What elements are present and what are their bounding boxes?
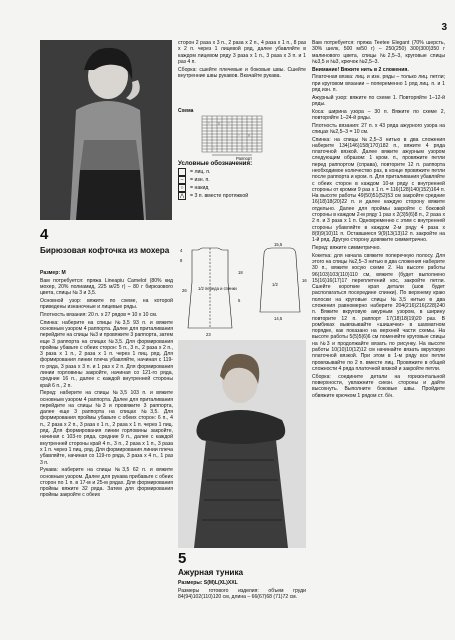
svg-text:○: ○ (238, 134, 240, 137)
back-text: Спинка: на спицы №2,5–3 нитью в два сложения наберите 134(146)158(170)182 п., вяжите 4 ряда платочной вязкой. Далее вяжите ажурным узором следующим образом: 1 кром. п., провяжите петли перед раппортом (справа), повторите 12 п. раппорта необходимое количество раз, в конце провяжите петли после раппорта и кром. п. Для приталивания убавляйте с обеих сторон в каждом 10-м ряду с внутренней стороны от кромки 9 раз х 1 п. = 116(128)140(152)164 п. На высоте работы 49(50)51(52)53 см закройте средние 16(18)18(20)22 п. и далее каждую сторону вяжите отдельно. Далее для проймы закройте с боковой стороны в каждом 2-м ряду 1 раз х 2(3)5(6)8 п., 2 раза х 2 п. и 3 раза х 1 п. Одновременно с этим с внутренней стороны убавляйте в каждом 2-м ряду 4 раза х 8(9)9(10)11 п. Оставшиеся 9(9)13(13)12 п. закройте на 1-й ряд. Другую сторону довяжите симметрично. (312, 136, 445, 244)
piece-label-front-back: 1/2 переда и спинки (198, 286, 237, 291)
project4-instructions (40, 270, 173, 500)
knit-stitch-icon (178, 168, 186, 176)
svg-text:–: – (243, 146, 245, 149)
project-title-4: Бирюзовая кофточка из мохера (40, 246, 170, 255)
yarn-over-icon: ○ (178, 184, 186, 192)
project-number-4: 4 (40, 226, 49, 243)
page-number: 3 (441, 22, 447, 33)
dim-15-5: 15,5 (274, 242, 283, 247)
sleeve-continuation-text: сторон 2 раза х 3 п., 2 раза х 2 п., 4 раза х 1 п., 8 раз х 2 п. через 1 лицевой ряд, далее убавляйте в каждом лицевом ряду 3 раза х 1 п., 3 раза х 3 п. и 1 раз 4 п. (178, 40, 306, 65)
piece-label-sleeve: 1/2 (272, 282, 278, 287)
project5-sizes (178, 580, 306, 602)
sizes-text: Размеры: S(M)L(XL)XXL (178, 580, 238, 586)
pattern-pieces (178, 242, 308, 338)
svg-text:○: ○ (208, 122, 210, 125)
openwork-tunic-photo (178, 340, 306, 548)
dim-18: 18 (238, 270, 243, 275)
project5-instructions (312, 40, 445, 400)
svg-text:⋀: ⋀ (218, 122, 221, 125)
dim-4: 4 (180, 248, 183, 253)
project-title-5: Ажурная туника (178, 568, 244, 577)
dim-23: 23 (206, 332, 211, 337)
assembly-text: Сборка: соедините детали на горизонтальной поверхности, увлажните сиезн. стороны и дайте высохнуть. Выполните боковые швы. Пройдите обвяжите крючком 1 рядом ст. б/н. (312, 373, 445, 399)
dim-26: 26 (182, 288, 187, 293)
dim-5: 5 (238, 298, 241, 303)
turquoise-top-photo (40, 40, 172, 220)
svg-text:○: ○ (228, 122, 230, 125)
middle-continuation (178, 40, 306, 81)
dim-16: 16 (302, 278, 307, 283)
back-text: Спинка: наберите на спицы №3,5 93 п. и вяжите основным узором 4 раппорта. Далее для приталивания перейдите на спицы №3 и провяжите 3 раппорта, затем еще 3 раппорта на спицах №3,5. Для формирования проймы убавьте с обеих сторон: 5 п., 3 п., 2 раза х 2 п., 3 раза х 1 п., 2 раза х 1 п. через 1 пиц. ряд. Для формирования линии плеча убавляйте, начиная с 119-го ряда, 3 раза х 3 п. и 1 раз х 2 п. Для формирования линии горловины закройте, начиная со 121-го ряда, средние 16 п., далее с каждой внутренней стороны край 6 п., 2 п. (40, 319, 173, 389)
yoke-text: Кокетка: для начала свяжите поперечную полосу. Для этого на спицы №2,5–3 нитью в два сложения наберите 30 п., вяжите косую схеме 2. На высоте работы 96(103)103(110)110 см, вяжите (будет выполнено 15(16)16(17)17 переплетений кос, закройте петли. Сшейте короткие края детали (шов будет располагаться посередине спинки). По верхнему краю полоски на круговые спицы №3,5 нитью в два сложения равномерно наберите 204(216)216(228)240 п. Вяжите вкруговую ажурным узором, в ширину повторите 12 п. раппорт 17(18)18(19)20 раз. В ромбиках вывязывайте «шишечки» в шахматном порядке, как показано на верхней части схемы. На высоте работы 5(5)5(6)6 см поменяйте круговые спицы на №3 и продолжайте вязать по рисунку. На высоте работы 10(10)10(12)12 см начинайте вязать вкруговую платочной вязкой. При этом в 1-м ряду все петли провязывайте по 2 п. вместе лиц. Провяжите в общей сложности 4 ряда платочной вязкой и закройте петли. (312, 252, 445, 372)
assembly-text: Сборка: сшейте плечевые и боковые швы. Сшейте внутренние швы рукавов. Вкачайте рукава. (178, 66, 306, 79)
legend (178, 160, 304, 200)
legend-item: = лиц. п. (178, 168, 304, 176)
dim-14-5: 14,5 (274, 316, 283, 321)
project-number-5: 5 (178, 550, 187, 567)
braid-text: Коса: ширина узора – 30 п. Вяжите по схеме 2, повторяйте 1–24-й ряды. (312, 108, 445, 121)
front-text: Перед: наберите на спицы №3,5 103 п. и вяжите основным узором 4 раппорта. Далее для приталивания перейдите на спицы №3 и провяжите 3 раппорта, далее еще 3 раппорта на спицах №3,5. Для формирования проймы убавьте с обеих сторон: 6 п., 4 п., 2 раза х 2 п., 3 раза х 1 п., 2 раза х 1 п. через 1 пиц. ряд. Для формирования линии горловины закройте, начиная с 103-го ряда, средние 9 п., далее с каждой внутренней стороны край 4 п., 3 п., 2 раза х 1 п., 3 раза х 1 п. через 1 пиц. ряд. Для формирования линии плеча убавляйте, начиная со 119-го ряда, 3 раза х 4 п., 1 раз 3 п. (40, 390, 173, 466)
dense-text: Платочная вязка: лиц. и изн. ряды – только лиц. петли; при круговом вязании – попеременно 1 ряд лиц. п. и 1 ряд изн. п. (312, 74, 445, 93)
rapport-label: Раппорт (236, 156, 253, 161)
materials-text: Вам потребуется: пряжа Teetee Elegant (70% шерсть, 30% шелк, 500 м/50 г) – 250(250) 300(300)350 г малинового цвета, спицы №2,5–3, круговые спицы №3,5 и №3, крючок №2,5–3. (312, 40, 445, 65)
materials-text: Вам потребуется: пряжа Lineapiu Camelot (80% кид мохер, 20% полиамид, 225 м/25 г) – 80 г бирюзового цвета, спицы № 3 и 3,5. (40, 277, 173, 297)
attention-text: Внимание! Вяжите нить в 2 сложения. (312, 66, 409, 73)
scheme-grid (196, 114, 322, 160)
legend-item: ○ = накид (178, 184, 304, 192)
main-pattern-text: Основной узор: вяжите по схеме, на которой приведены изнаночные и лицевые ряды. (40, 297, 173, 311)
sleeve-text: Рукава: наберите на спицы №3,5 62 п. и вяжите основным узором. Далее для рукава прибавьте с обеих сторон по 1 п. в 17-м и 25-м рядах. Для формирования проймы вяжите 32 ряда. Затем для формирования проймы закройте с обеих (40, 467, 173, 499)
density-text: Плотность вязания: 27 п. х 43 ряда ажурного узора на спицах №2,5–3 = 10 см. (312, 122, 445, 135)
dim-8: 8 (180, 258, 183, 263)
legend-item: ⋀ = 3 п. вместе протяжкой (179, 192, 249, 199)
ready-sizes-text: Размеры готового изделия: объем груди 84(94)102(110)120 см, длина – 66(67)68 (71)72 см. (178, 587, 306, 600)
legend-title: Условные обозначения: (178, 160, 253, 167)
density-text: Плотность вязания: 20 п. х 27 рядов = 10 х 10 см. (40, 311, 158, 318)
size-text: Размер: M (40, 270, 66, 276)
svg-text:–: – (213, 146, 215, 149)
scheme-label: Схема (178, 108, 194, 114)
purl-stitch-icon: – (178, 176, 186, 184)
svg-text:⋀: ⋀ (248, 134, 251, 137)
three-together-icon: ⋀ (179, 192, 185, 199)
openwork-text: Ажурный узор: вяжите по схеме 1. Повторяйте 1–12-й ряды. (312, 94, 445, 107)
legend-item: – = изн. п. (178, 176, 304, 184)
front-text: Перед: вяжите симметрично. (312, 244, 381, 251)
